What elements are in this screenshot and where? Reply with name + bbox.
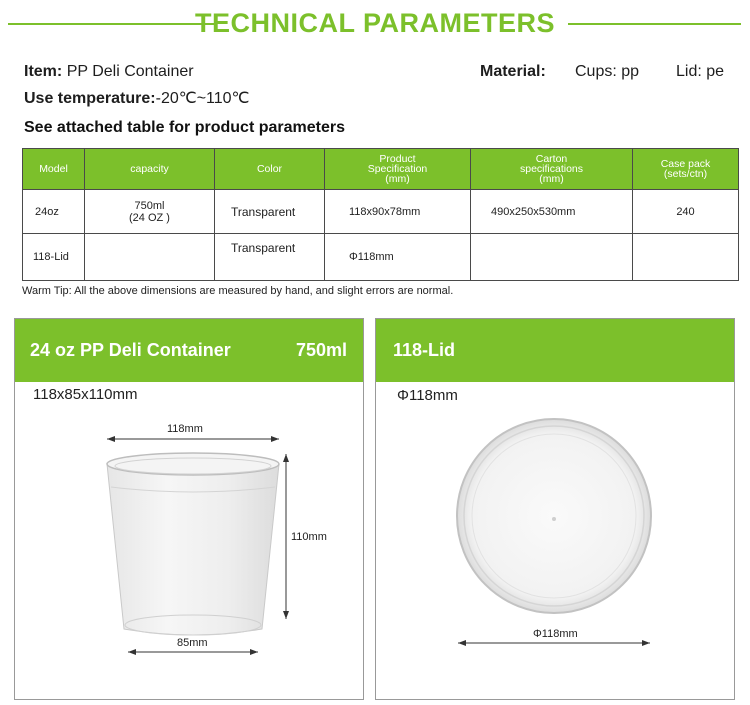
header-capacity: capacity: [85, 149, 215, 190]
header-color: Color: [215, 149, 325, 190]
header-model: Model: [23, 149, 85, 190]
arrow-up-icon: [283, 454, 289, 462]
lid-outer: [457, 419, 651, 613]
arrow-left-icon: [458, 640, 466, 646]
parameters-table: [22, 148, 739, 281]
material-lid: Lid: pe: [676, 63, 725, 80]
arrow-right-icon: [642, 640, 650, 646]
cell-color: Transparent: [215, 234, 325, 281]
table-header-row: [23, 149, 739, 190]
table-row: [23, 190, 739, 234]
dimension-bottom-label: 85mm: [177, 637, 208, 649]
container-title: 24 oz PP Deli Container: [30, 340, 231, 360]
container-panel: [14, 318, 364, 700]
container-capacity: 750ml: [295, 340, 347, 360]
material-cups: Cups: pp: [575, 63, 640, 80]
lid-panel: [375, 318, 735, 700]
arrow-right-icon: [271, 436, 279, 442]
arrow-left-icon: [128, 649, 136, 655]
lid-illustration: [376, 319, 734, 699]
arrow-right-icon: [250, 649, 258, 655]
cell-color: Transparent: [215, 190, 325, 234]
item-line: [24, 63, 194, 81]
header-product-spec: Product Specification (mm): [325, 149, 471, 190]
temperature-label: Use temperature:: [24, 90, 156, 107]
material-label: Material:: [480, 63, 546, 80]
lid-center-dot: [552, 517, 556, 521]
arrow-down-icon: [283, 611, 289, 619]
cell-case-pack: [633, 234, 739, 281]
cup-rim: [107, 453, 279, 475]
cell-carton-spec: 490x250x530mm: [471, 190, 633, 234]
warm-tip: Warm Tip: All the above dimensions are measured by hand, and slight errors are normal.: [22, 285, 454, 297]
header-case-pack: Case pack (sets/ctn): [633, 149, 739, 190]
cell-capacity: [85, 234, 215, 281]
dimension-top-label: 118mm: [167, 423, 203, 435]
table-row: [23, 234, 739, 281]
cell-model: 24oz: [23, 190, 85, 234]
cell-model: 118-Lid: [23, 234, 85, 281]
table-note: See attached table for product parameters: [24, 119, 345, 136]
dimension-diameter-label: Φ118mm: [533, 628, 578, 640]
temperature-line: [24, 88, 250, 108]
lid-size: Φ118mm: [397, 387, 458, 404]
item-label: Item:: [24, 63, 63, 80]
item-value: PP Deli Container: [66, 63, 194, 80]
lid-title: 118-Lid: [393, 340, 456, 360]
page-title: TECHNICAL PARAMETERS: [194, 8, 555, 38]
cell-case-pack: 240: [633, 190, 739, 234]
temperature-value: -20℃~110℃: [155, 90, 250, 107]
cell-carton-spec: [471, 234, 633, 281]
cell-capacity: 750ml (24 OZ ): [85, 190, 215, 234]
container-size: 118x85x110mm: [33, 386, 138, 403]
dimension-height-label: 110mm: [291, 531, 327, 543]
arrow-left-icon: [107, 436, 115, 442]
cell-product-spec: Φ118mm: [325, 234, 471, 281]
cell-product-spec: 118x90x78mm: [325, 190, 471, 234]
header-carton-spec: Carton specifications (mm): [471, 149, 633, 190]
